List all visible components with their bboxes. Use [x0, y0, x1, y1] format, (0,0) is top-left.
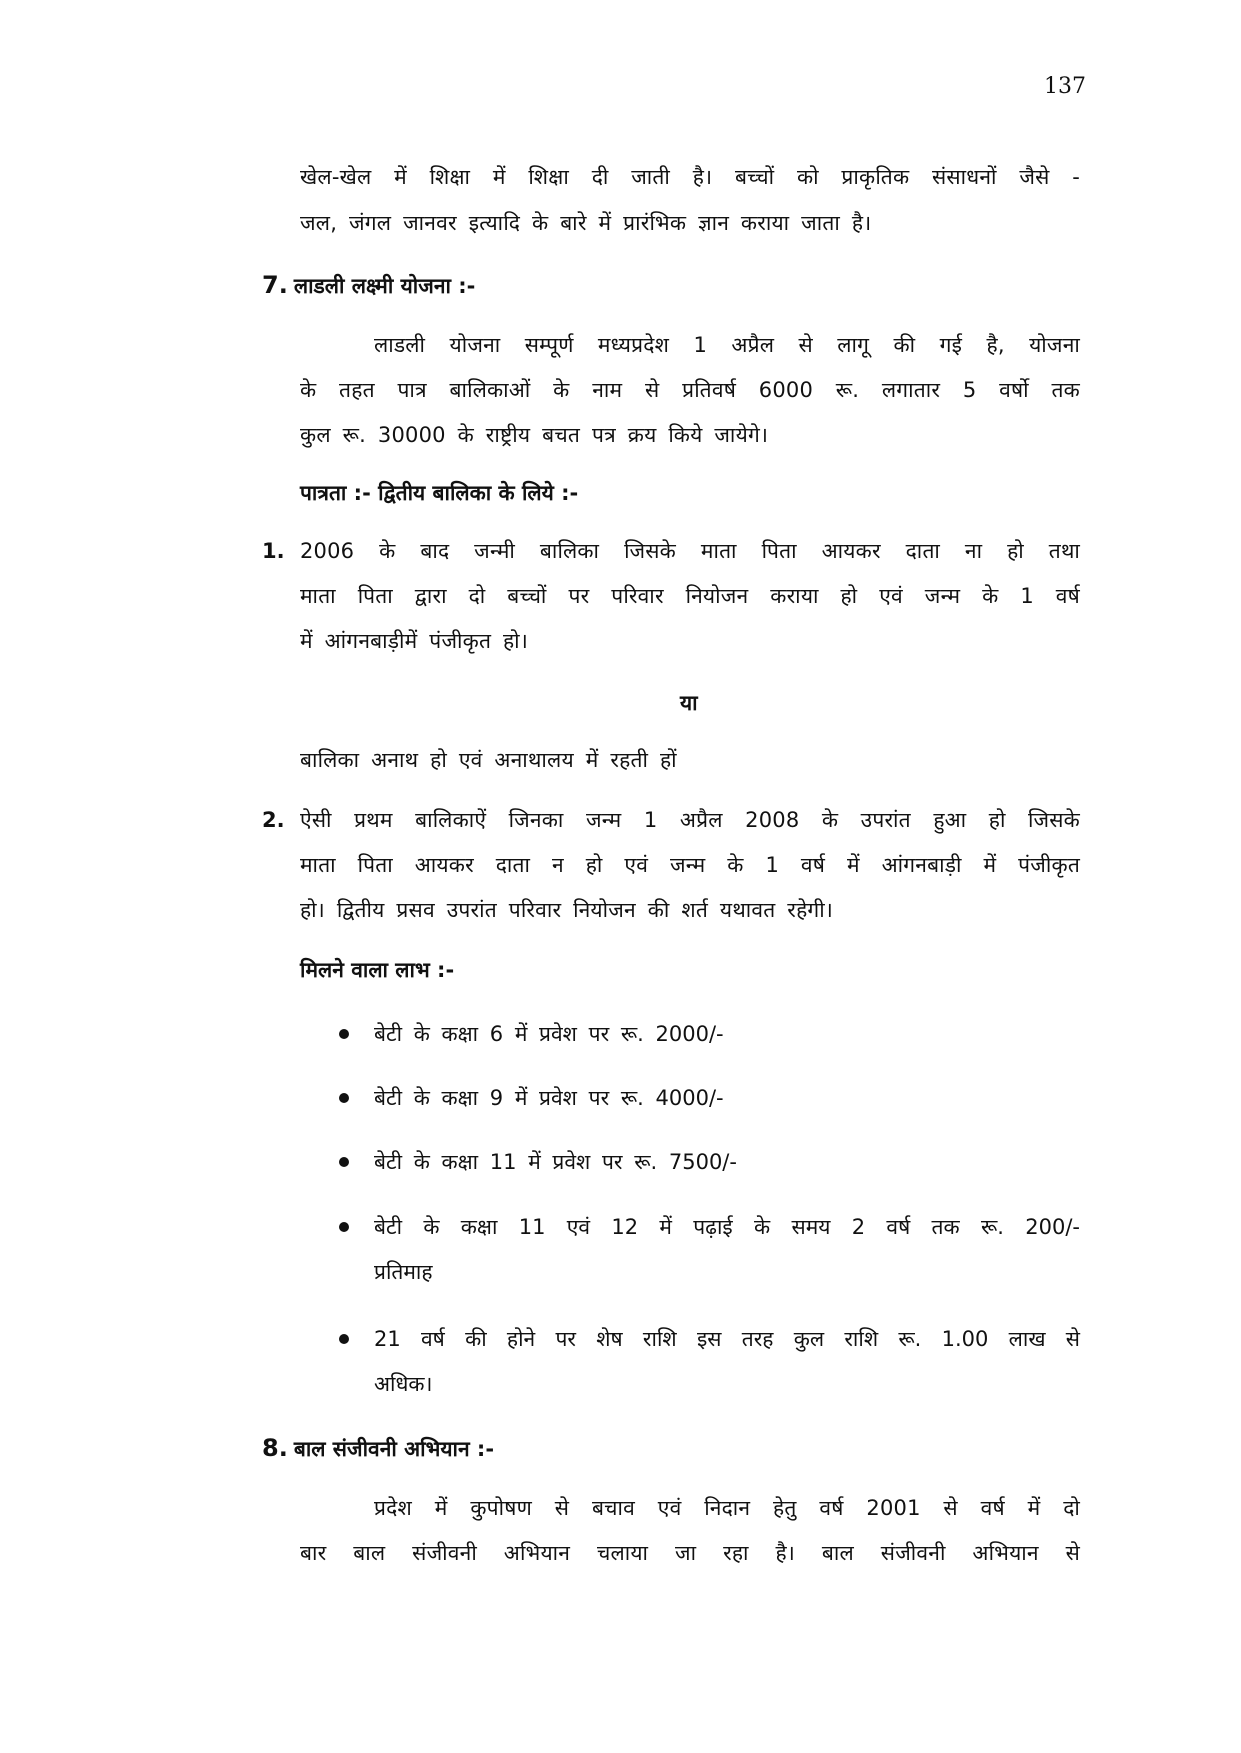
list-item: बेटी के कक्षा 9 में प्रवेश पर रू. 4000/- — [374, 1086, 724, 1110]
section-8-para-line-1: प्रदेश में कुपोषण से बचाव एवं निदान हेतु वर्ष 2001 से वर्ष में दो — [374, 1496, 1080, 1520]
bullet-icon — [339, 1157, 349, 1167]
section-8-number: 8. — [262, 1434, 288, 1462]
item-2-line-2: माता पिता आयकर दाता न हो एवं जन्म के 1 वर्ष में आंगनबाड़ी में पंजीकृत — [300, 853, 1080, 877]
section-8-heading — [262, 1433, 494, 1464]
eligibility-heading: पात्रता :- द्वितीय बालिका के लिये :- — [300, 481, 579, 505]
item-1-line-2: माता पिता द्वारा दो बच्चों पर परिवार नियोजन कराया हो एवं जन्म के 1 वर्ष — [300, 584, 1080, 608]
section-7-para-line-3: कुल रू. 30000 के राष्ट्रीय बचत पत्र क्रय किये जायेगे। — [300, 423, 769, 447]
list-item: 21 वर्ष की होने पर शेष राशि इस तरह कुल राशि रू. 1.00 लाख से — [374, 1327, 1080, 1351]
list-item-continuation: प्रतिमाह — [374, 1260, 433, 1284]
section-7-para-line-2: के तहत पात्र बालिकाओं के नाम से प्रतिवर्ष 6000 रू. लगातार 5 वर्षो तक — [300, 378, 1080, 402]
bullet-icon — [339, 1334, 349, 1344]
benefits-heading: मिलने वाला लाभ :- — [300, 958, 455, 982]
intro-line-2: जल, जंगल जानवर इत्यादि के बारे में प्रारंभिक ज्ञान कराया जाता है। — [300, 211, 872, 235]
orphan-line: बालिका अनाथ हो एवं अनाथालय में रहती हों — [300, 748, 677, 772]
item-1-line-3: में आंगनबाड़ीमें पंजीकृत हो। — [300, 629, 528, 653]
intro-line-1: खेल-खेल में शिक्षा में शिक्षा दी जाती है। बच्चों को प्राकृतिक संसाधनों जैसे - — [300, 165, 1080, 189]
section-7-title: लाडली लक्ष्मी योजना :- — [293, 274, 476, 298]
section-7-para-line-1: लाडली योजना सम्पूर्ण मध्यप्रदेश 1 अप्रैल से लागू की गई है, योजना — [374, 333, 1080, 357]
bullet-icon — [339, 1222, 349, 1232]
list-item: बेटी के कक्षा 11 में प्रवेश पर रू. 7500/- — [374, 1150, 737, 1174]
item-1-number: 1. — [262, 539, 285, 563]
bullet-icon — [339, 1029, 349, 1039]
page-number: 137 — [1044, 74, 1086, 99]
section-7-heading — [262, 270, 475, 301]
bullet-icon — [339, 1093, 349, 1103]
or-separator: या — [680, 691, 698, 715]
item-2-line-1: ऐसी प्रथम बालिकाऐं जिनका जन्म 1 अप्रैल 2008 के उपरांत हुआ हो जिसके — [300, 808, 1080, 832]
item-2-line-3: हो। द्वितीय प्रसव उपरांत परिवार नियोजन की शर्त यथावत रहेगी। — [300, 898, 834, 922]
list-item-continuation: अधिक। — [374, 1372, 433, 1396]
list-item: बेटी के कक्षा 6 में प्रवेश पर रू. 2000/- — [374, 1022, 724, 1046]
section-8-title: बाल संजीवनी अभियान :- — [293, 1437, 495, 1461]
item-2-number: 2. — [262, 808, 285, 832]
section-8-para-line-2: बार बाल संजीवनी अभियान चलाया जा रहा है। बाल संजीवनी अभियान से — [300, 1541, 1080, 1565]
item-1-line-1: 2006 के बाद जन्मी बालिका जिसके माता पिता आयकर दाता ना हो तथा — [300, 539, 1080, 563]
list-item: बेटी के कक्षा 11 एवं 12 में पढ़ाई के समय 2 वर्ष तक रू. 200/- — [374, 1215, 1080, 1239]
section-7-number: 7. — [262, 271, 288, 299]
